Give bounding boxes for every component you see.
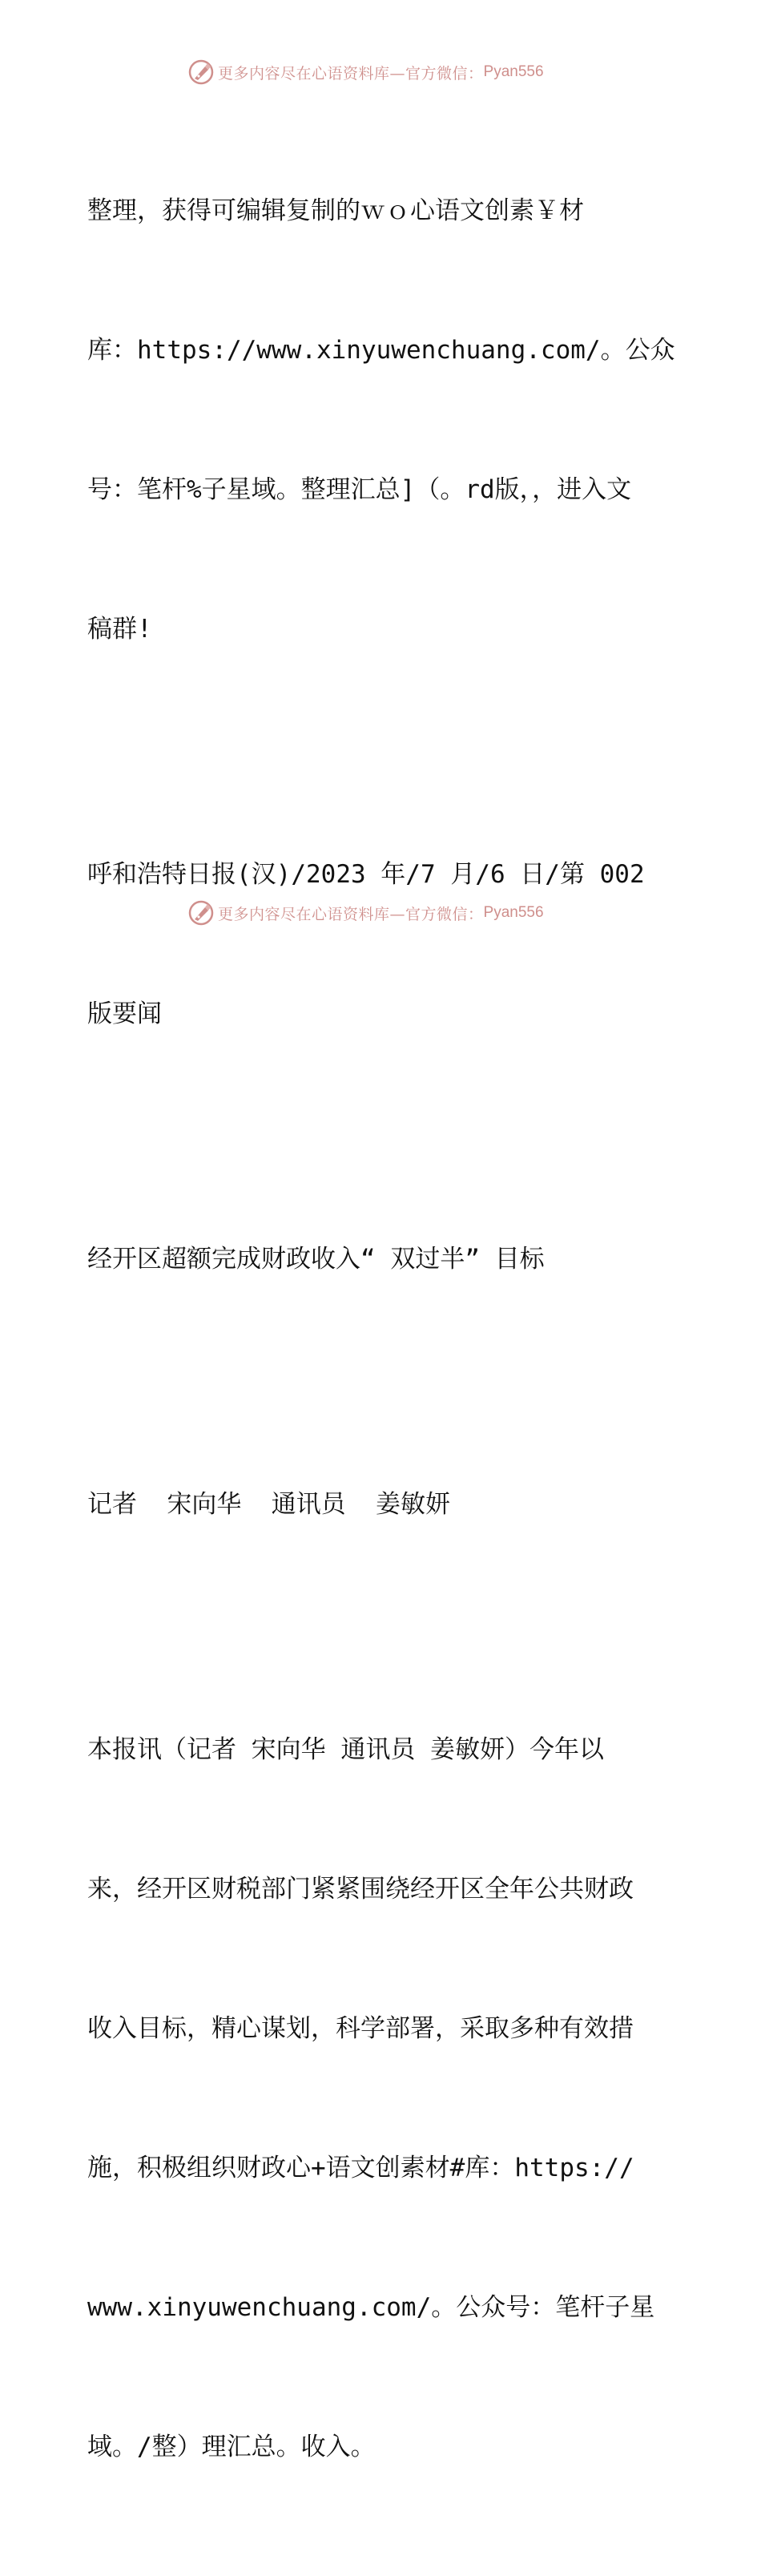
text-line: 记者 宋向华 通讯员 姜敏妍	[87, 1490, 450, 1519]
source-paragraph	[78, 758, 687, 1130]
banner-text: 更多内容尽在心语资料库—官方微信：	[218, 905, 484, 923]
text-line: 号：笔杆%子星域。整理汇总]（。rd版，，进入文	[87, 475, 632, 504]
text-line: 呼和浩特日报(汉)/2023 年/7 月/6 日/第 002	[87, 860, 645, 889]
footer-watermark-banner	[187, 898, 544, 927]
text-line: 域。/整）理汇总。收入。	[87, 2433, 376, 2461]
text-line: www.xinyuwenchuang.com/。公众号：笔杆子星	[87, 2293, 655, 2322]
pen-nib-logo-icon	[187, 899, 215, 927]
text-line: 版要闻	[87, 999, 162, 1028]
header-watermark-banner	[187, 58, 544, 87]
byline-paragraph	[78, 1388, 687, 1621]
banner-text: 更多内容尽在心语资料库—官方微信：	[218, 64, 484, 83]
text-line: 稿群!	[87, 615, 152, 644]
intro-paragraph	[78, 95, 687, 745]
text-line: 库：https://www.xinyuwenchuang.com/。公众	[87, 336, 675, 365]
text-line: 收入目标，精心谋划，科学部署，采取多种有效措	[87, 2014, 634, 2043]
text-line: 经开区超额完成财政收入“ 双过半” 目标	[87, 1245, 545, 1274]
banner-account: Pyan556	[483, 63, 544, 80]
document-body	[78, 95, 687, 2576]
text-line: 本报讯（记者 宋向华 通讯员 姜敏妍）今年以	[87, 1735, 604, 1764]
body-paragraph	[78, 1633, 687, 2563]
text-line: 来，经开区财税部门紧紧围绕经开区全年公共财政	[87, 1875, 634, 1904]
headline-paragraph	[78, 1143, 687, 1375]
banner-account: Pyan556	[483, 904, 544, 921]
pen-nib-logo-icon	[187, 59, 215, 86]
text-line: 整理，获得可编辑复制的ｗｏ心语文创素￥材	[87, 196, 584, 225]
text-line: 施，积极组织财政心+语文创素材#库：https://	[87, 2154, 634, 2182]
